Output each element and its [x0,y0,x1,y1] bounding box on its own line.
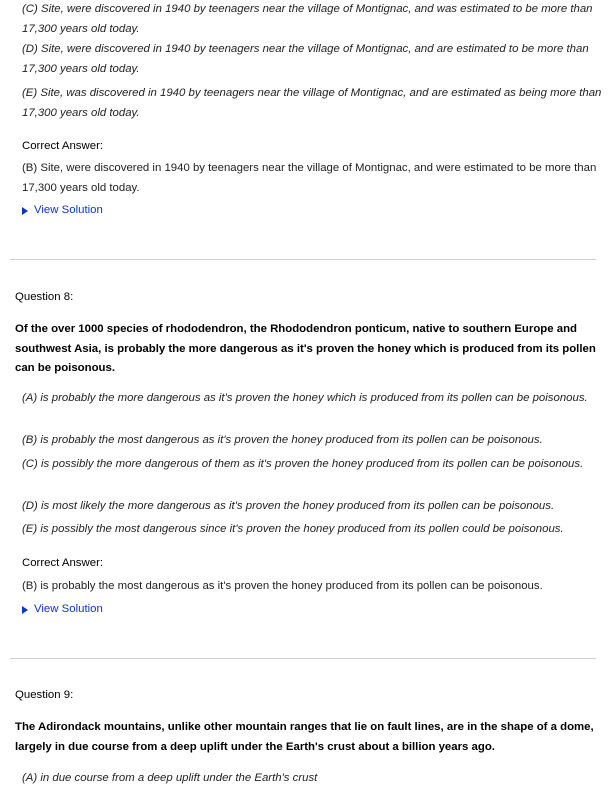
option-b: (B) is probably the most dangerous as it's proven the honey produced from its pollen can be poisonous. [22,434,543,446]
view-solution-label: View Solution [34,204,103,216]
expand-triangle-icon [22,207,28,215]
view-solution-link[interactable] [22,600,103,620]
question-9-text: The Adirondack mountains, unlike other mountain ranges that lie on fault lines, are in the shape of a dome, largely in due course from a deep uplift under the Earth's crust about a billion years ago. [15,721,594,753]
option-d: (D) Site, were discovered in 1940 by teenagers near the village of Montignac, and are estimated to be more than 17,300 years old today. [22,43,589,75]
expand-triangle-icon [22,606,28,614]
divider [10,259,596,260]
divider [10,658,596,659]
view-solution-label: View Solution [34,603,103,615]
view-solution-link[interactable] [22,201,103,221]
correct-answer-label: Correct Answer: [22,557,104,569]
option-a: (A) is probably the more dangerous as it's proven the honey which is produced from its pollen can be poisonous. [22,392,588,404]
correct-answer-text: (B) Site, were discovered in 1940 by teenagers near the village of Montignac, and were estimated to be more than 17,300 years old today. [22,162,597,194]
question-9-title: Question 9: [15,689,74,701]
option-c: (C) is possibly the more dangerous of them as it's proven the honey produced from its pollen can be poisonous. [22,458,584,470]
option-c: (C) Site, were discovered in 1940 by teenagers near the village of Montignac, and was estimated to be more than 17,300 years old today. [22,3,593,35]
correct-answer-label: Correct Answer: [22,140,104,152]
option-e: (E) Site, was discovered in 1940 by teenagers near the village of Montignac, and are estimated as being more than 17,300 years old today. [22,87,602,119]
option-e: (E) is possibly the most dangerous since it's proven the honey produced from its pollen could be poisonous. [22,523,564,535]
question-8-title: Question 8: [15,291,74,303]
correct-answer-text: (B) is probably the most dangerous as it's proven the honey produced from its pollen can be poisonous. [22,580,543,592]
option-a: (A) in due course from a deep uplift under the Earth's crust [22,772,318,784]
question-8-text: Of the over 1000 species of rhododendron, the Rhododendron ponticum, native to southern Europe and southwest Asia, is probably the more dangerous as it's proven the honey which is produced from its pollen can be poisonous. [15,323,596,374]
option-d: (D) is most likely the more dangerous as it's proven the honey produced from its pollen can be poisonous. [22,500,555,512]
